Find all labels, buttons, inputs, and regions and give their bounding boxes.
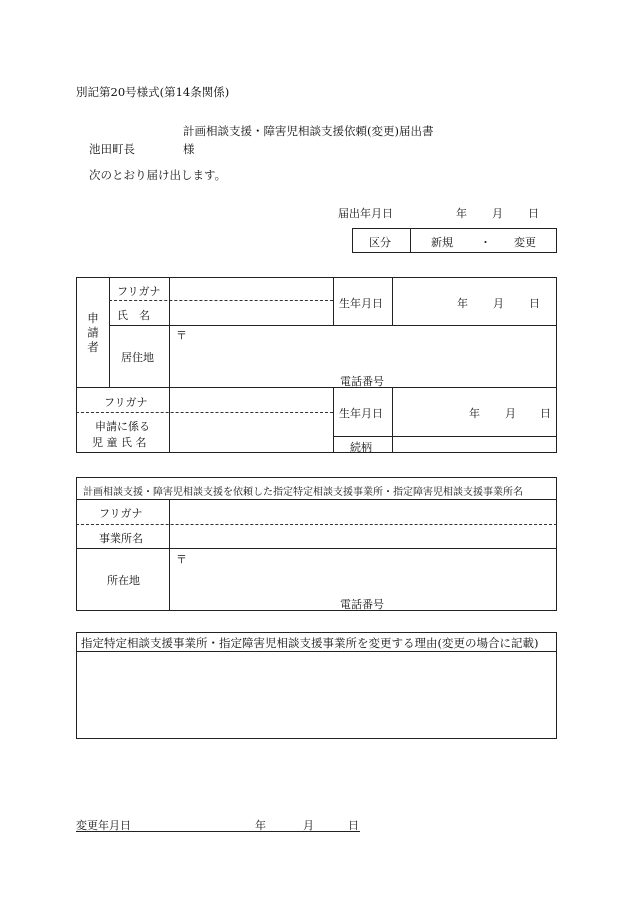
- change-year-unit: 年: [255, 819, 266, 832]
- furigana-dashed-line: [109, 300, 333, 301]
- child-birthdate-label: 生年月日: [339, 407, 383, 420]
- submission-day-unit: 日: [528, 207, 539, 220]
- office-location-label: 所在地: [107, 574, 140, 587]
- office-postal-mark: 〒: [176, 553, 187, 566]
- child-birth-day-unit: 日: [540, 407, 551, 420]
- category-separator: ・: [480, 236, 491, 249]
- child-furigana-dashed-line: [76, 412, 333, 413]
- applicant-furigana-label: フリガナ: [117, 285, 161, 298]
- category-divider: [410, 228, 411, 253]
- applicant-bottom-line: [76, 387, 557, 388]
- change-date-label: 変更年月日: [76, 819, 131, 832]
- reason-header: 指定特定相談支援事業所・指定障害児相談支援事業所を変更する理由(変更の場合に記載): [81, 636, 539, 650]
- office-header: 計画相談支援・障害児相談支援を依頼した指定特定相談支援事業所・指定障害児相談支援事業所名: [83, 487, 523, 498]
- child-birthdate-divider-left: [333, 387, 334, 453]
- office-name-row-line: [76, 548, 557, 549]
- office-furigana-label: フリガナ: [99, 507, 143, 520]
- office-label-divider: [169, 499, 170, 611]
- office-header-line: [76, 499, 557, 500]
- birthdate-divider-left: [333, 277, 334, 325]
- child-furigana-label: フリガナ: [104, 396, 148, 409]
- applicant-name-label: 氏 名: [117, 309, 150, 322]
- child-name-label-line1: 申請に係る: [95, 420, 150, 433]
- category-new-option[interactable]: 新規: [431, 236, 453, 249]
- intro-text: 次のとおり届け出します。: [89, 168, 227, 182]
- submission-date-label: 届出年月日: [338, 207, 393, 220]
- form-reference: 別記第20号様式(第14条関係): [76, 85, 230, 99]
- addressee: 池田町長: [89, 142, 135, 156]
- label-column-divider: [169, 277, 170, 453]
- office-name-label: 事業所名: [99, 532, 143, 545]
- addressee-honorific: 様: [183, 142, 195, 156]
- submission-month-unit: 月: [492, 207, 503, 220]
- applicant-birth-month-unit: 月: [493, 297, 504, 310]
- change-month-unit: 月: [303, 819, 314, 832]
- form-title: 計画相談支援・障害児相談支援依頼(変更)届出書: [183, 124, 434, 138]
- applicant-birthdate-label: 生年月日: [339, 297, 383, 310]
- submission-year-unit: 年: [456, 207, 467, 220]
- child-birthdate-divider-right: [392, 387, 393, 453]
- applicant-column-divider: [109, 277, 110, 387]
- applicant-address-label: 居住地: [121, 351, 154, 364]
- office-phone-label: 電話番号: [340, 598, 384, 611]
- child-birth-year-unit: 年: [469, 407, 480, 420]
- applicant-birth-year-unit: 年: [457, 297, 468, 310]
- name-row-bottom: [109, 325, 557, 326]
- reason-header-line: [76, 651, 557, 652]
- office-furigana-dashed-line: [76, 524, 557, 525]
- category-label: 区分: [369, 236, 391, 249]
- applicant-section-label: 申請者: [86, 312, 100, 356]
- relation-row-line: [333, 436, 557, 437]
- category-change-option[interactable]: 変更: [514, 236, 536, 249]
- child-birth-month-unit: 月: [505, 407, 516, 420]
- applicant-postal-mark: 〒: [176, 329, 187, 342]
- child-relation-label: 続柄: [350, 441, 372, 454]
- birthdate-divider-right: [392, 277, 393, 325]
- applicant-birth-day-unit: 日: [529, 297, 540, 310]
- child-name-label-line2: 児 童 氏 名: [92, 436, 147, 449]
- applicant-phone-label: 電話番号: [340, 375, 384, 388]
- change-day-unit: 日: [348, 819, 359, 832]
